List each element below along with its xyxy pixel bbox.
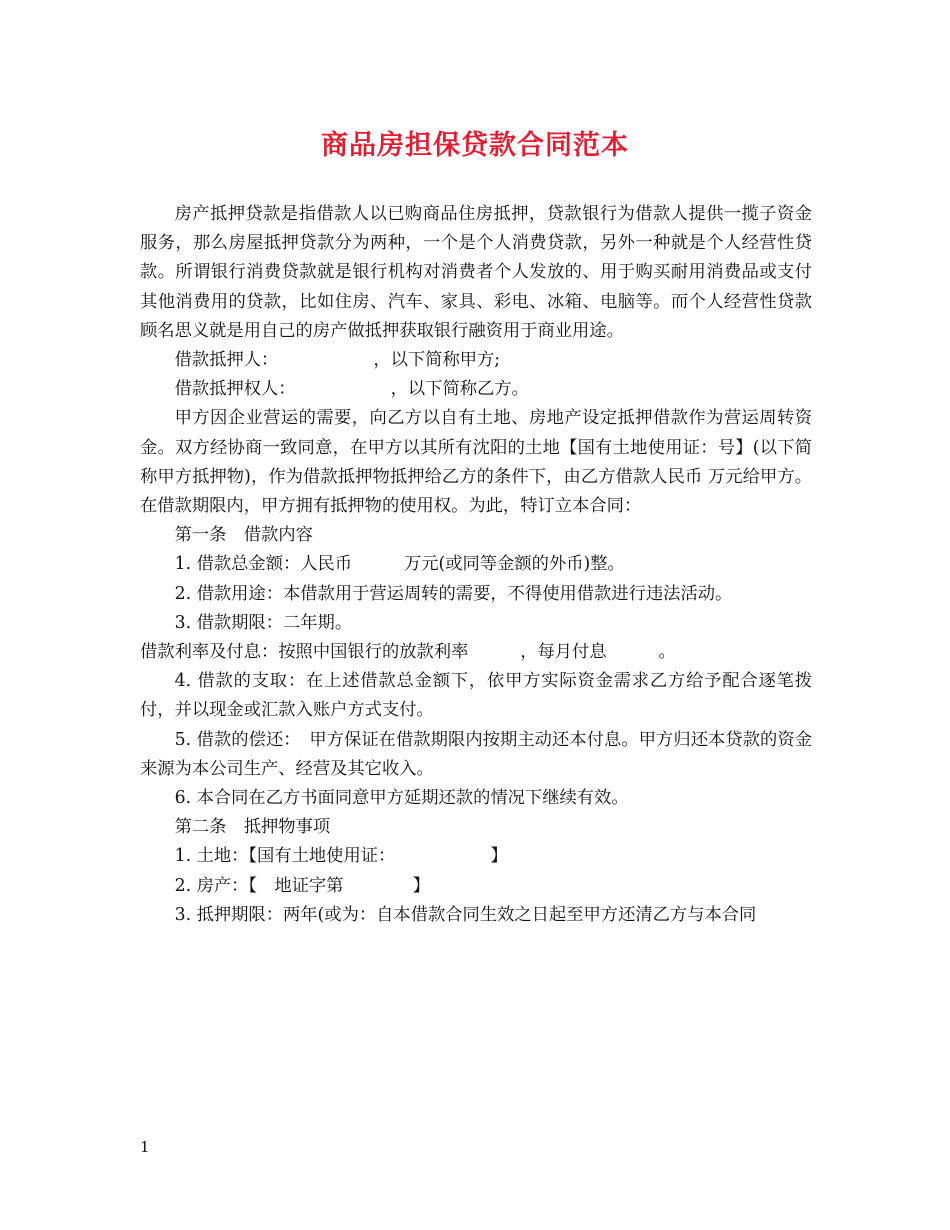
clause-1-6: 6. 本合同在乙方书面同意甲方延期还款的情况下继续有效。 xyxy=(174,788,629,809)
paragraph-preamble: 甲方因企业营运的需要，向乙方以自有土地、房地产设定抵押借款作为营运周转资金。双方经协商一致同意，在甲方以其所有沈阳的土地【国有土地使用证：号】(以下简称甲方抵押物)，作为借款抵押物抵押给乙方的条件下，由乙方借款人民币 万元给甲方。在借款期限内，甲方拥有抵押物的使用权。为此，特订立本合同： xyxy=(140,408,812,517)
page-number: 1 xyxy=(140,1138,150,1156)
clause-2-2: 2. 房产：【 地证字第 】 xyxy=(174,875,430,896)
clause-2-1: 1. 土地：【国有土地使用证： 】 xyxy=(174,846,508,867)
article-2-heading: 第二条 抵押物事项 xyxy=(174,817,331,838)
clause-1-1: 1. 借款总金额：人民币 万元(或同等金额的外币)整。 xyxy=(174,554,625,575)
article-1-heading: 第一条 借款内容 xyxy=(174,525,313,546)
paragraph-mortgagee: 借款抵押权人： ，以下简称乙方。 xyxy=(174,379,529,400)
clause-interest: 借款利率及付息：按照中国银行的放款利率 ，每月付息 。 xyxy=(140,642,676,663)
paragraph-mortgagor: 借款抵押人： ，以下简称甲方; xyxy=(174,350,501,371)
document-body xyxy=(140,200,812,930)
clause-2-3: 3. 抵押期限：两年(或为：自本借款合同生效之日起至甲方还清乙方与本合同 xyxy=(174,904,757,925)
document-title: 商品房担保贷款合同范本 xyxy=(321,130,629,161)
clause-1-4: 4. 借款的支取：在上述借款总金额下，依甲方实际资金需求乙方给予配合逐笔拨付，并以现金或汇款入账户方式支付。 xyxy=(140,671,812,721)
clause-1-3: 3. 借款期限：二年期。 xyxy=(174,612,353,633)
paragraph-intro: 房产抵押贷款是指借款人以已购商品住房抵押，贷款银行为借款人提供一揽子资金服务，那么房屋抵押贷款分为两种，一个是个人消费贷款，另外一种就是个人经营性贷款。所谓银行消费贷款就是银行机构对消费者个人发放的、用于购买耐用消费品或支付其他消费用的贷款，比如住房、汽车、家具、彩电、冰箱、电脑等。而个人经营性贷款顾名思义就是用自己的房产做抵押获取银行融资用于商业用途。 xyxy=(140,204,812,341)
clause-1-2: 2. 借款用途：本借款用于营运周转的需要，不得使用借款进行违法活动。 xyxy=(174,583,733,604)
clause-1-5: 5. 借款的偿还： 甲方保证在借款期限内按期主动还本付息。甲方归还本贷款的资金来源为本公司生产、经营及其它收入。 xyxy=(140,729,812,779)
